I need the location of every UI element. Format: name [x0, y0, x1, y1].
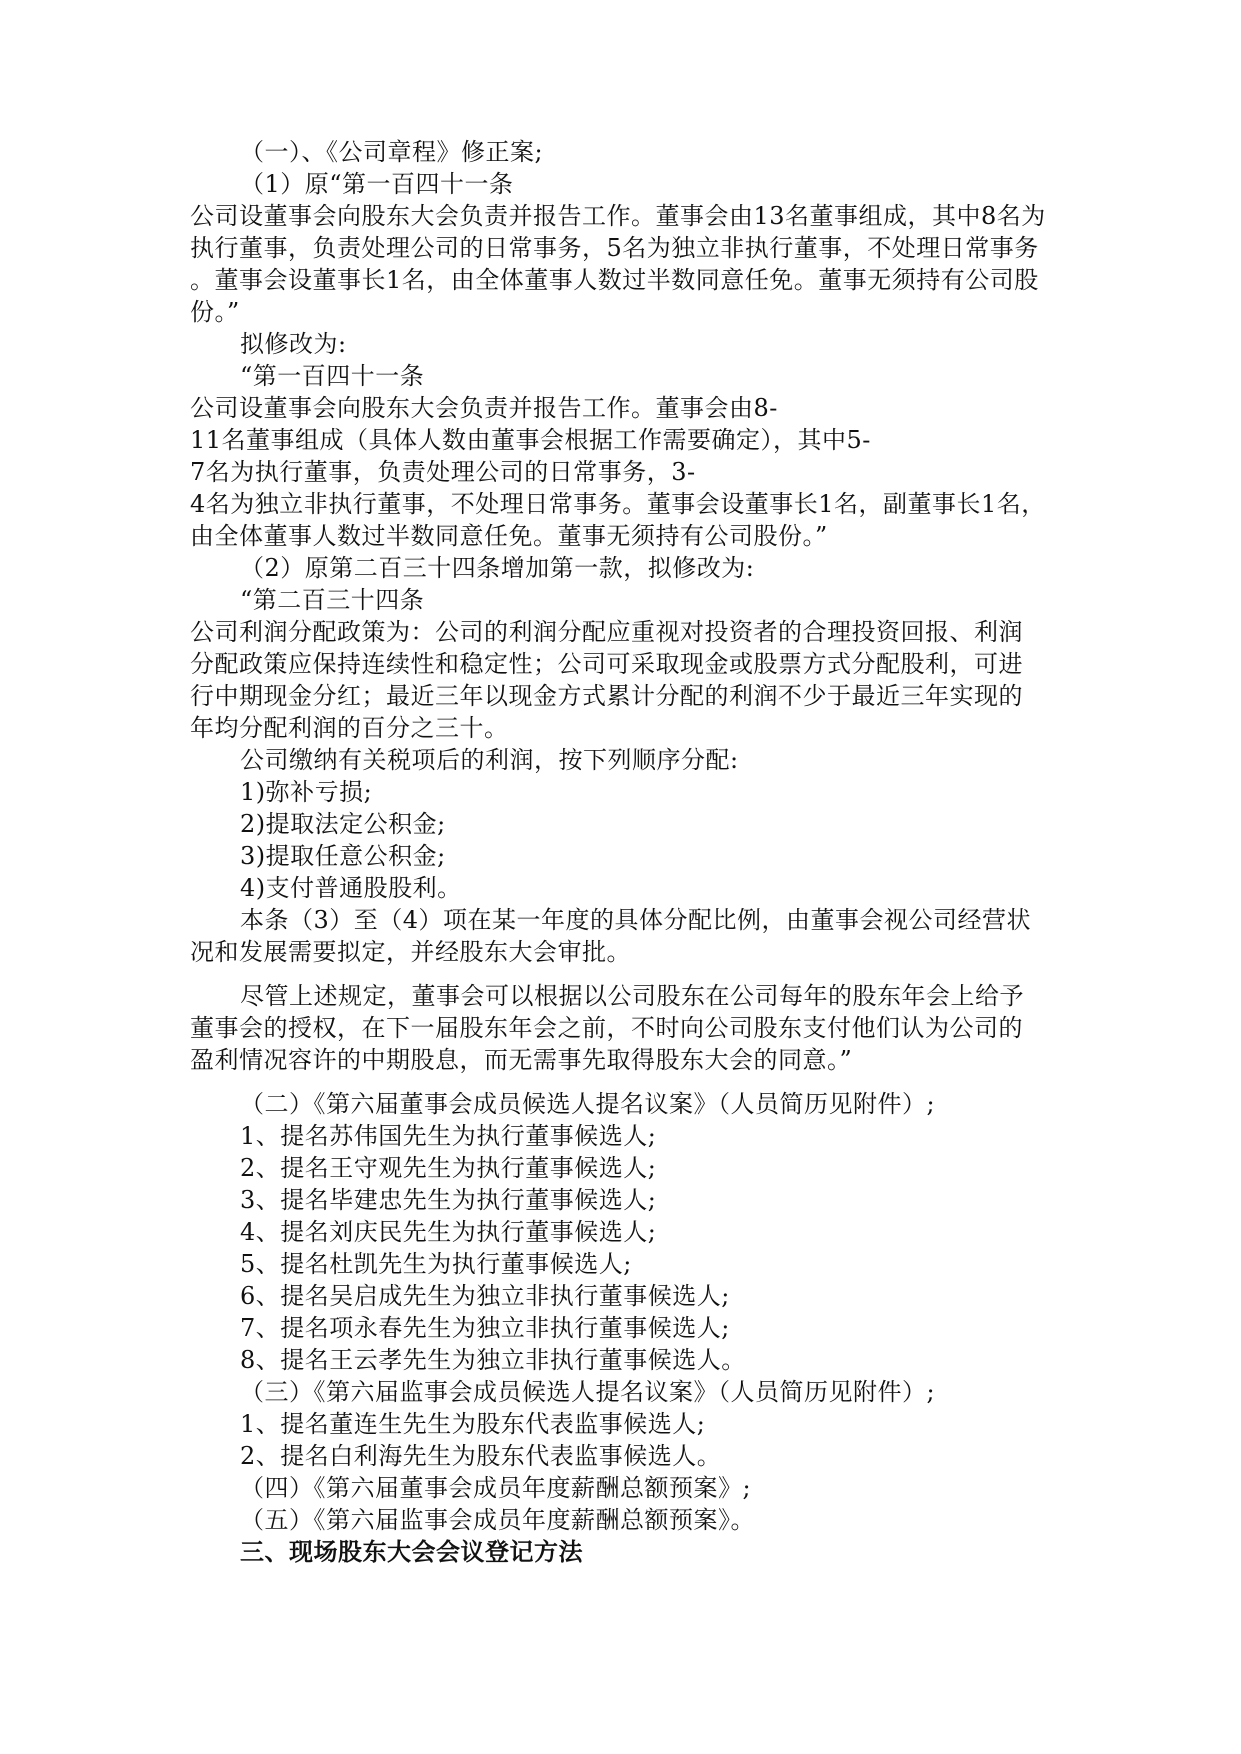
list-item: 6、提名吴启成先生为独立非执行董事候选人; [240, 1282, 730, 1310]
list-item: 2、提名王守观先生为执行董事候选人; [240, 1154, 657, 1182]
supervisor-remuneration-heading: （五）《第六届监事会成员年度薪酬总额预案》。 [240, 1506, 755, 1534]
list-item: 4、提名刘庆民先生为执行董事候选人; [240, 1218, 657, 1246]
profit-order-intro: 公司缴纳有关税项后的利润，按下列顺序分配: [240, 746, 739, 774]
article-234-amendment-label: （2）原第二百三十四条增加第一款，拟修改为: [240, 554, 755, 582]
list-item: 5、提名杜凯先生为执行董事候选人; [240, 1250, 632, 1278]
supervisor-nomination-heading: （三）《第六届监事会成员候选人提名议案》（人员简历见附件）; [240, 1378, 936, 1406]
paragraph-line: 7名为执行董事，负责处理公司的日常事务，3- [190, 458, 696, 486]
paragraph-line: 。董事会设董事长1名，由全体董事人数过半数同意任免。董事无须持有公司股 [190, 266, 1039, 294]
paragraph-line: 况和发展需要拟定，并经股东大会审批。 [190, 938, 631, 966]
list-item: 7、提名项永春先生为独立非执行董事候选人; [240, 1314, 730, 1342]
paragraph-line: 公司设董事会向股东大会负责并报告工作。董事会由13名董事组成，其中8名为 [190, 202, 1046, 230]
paragraph-line: 份。” [190, 298, 240, 326]
board-nomination-heading: （二）《第六届董事会成员候选人提名议案》（人员简历见附件）; [240, 1090, 936, 1118]
paragraph-line: 董事会的授权，在下一届股东年会之前，不时向公司股东支付他们认为公司的 [190, 1014, 1023, 1042]
section-heading: 三、现场股东大会会议登记方法 [240, 1538, 583, 1566]
list-item: 3)提取任意公积金; [240, 842, 446, 870]
paragraph-line: 年均分配利润的百分之三十。 [190, 714, 509, 742]
board-remuneration-heading: （四）《第六届董事会成员年度薪酬总额预案》; [240, 1474, 752, 1502]
list-item: 8、提名王云孝先生为独立非执行董事候选人。 [240, 1346, 746, 1374]
proposed-change-label: 拟修改为: [240, 330, 347, 358]
paragraph-line: 由全体董事人数过半数同意任免。董事无须持有公司股份。” [190, 522, 828, 550]
paragraph-line: 尽管上述规定，董事会可以根据以公司股东在公司每年的股东年会上给予 [240, 982, 1024, 1010]
paragraph-line: 4名为独立非执行董事，不处理日常事务。董事会设董事长1名，副董事长1名， [190, 490, 1046, 518]
paragraph-line: 行中期现金分红；最近三年以现金方式累计分配的利润不少于最近三年实现的 [190, 682, 1023, 710]
paragraph-line: 盈利情况容许的中期股息，而无需事先取得股东大会的同意。” [190, 1046, 853, 1074]
paragraph-line: 公司设董事会向股东大会负责并报告工作。董事会由8- [190, 394, 778, 422]
original-article-141-label: （1）原“第一百四十一条 [240, 170, 514, 198]
paragraph-line: 执行董事，负责处理公司的日常事务，5名为独立非执行董事，不处理日常事务 [190, 234, 1039, 262]
paragraph-line: 分配政策应保持连续性和稳定性；公司可采取现金或股票方式分配股利，可进 [190, 650, 1023, 678]
article-234-label: “第二百三十四条 [240, 586, 425, 614]
paragraph-line: 公司利润分配政策为：公司的利润分配应重视对投资者的合理投资回报、利润 [190, 618, 1023, 646]
list-item: 3、提名毕建忠先生为执行董事候选人; [240, 1186, 657, 1214]
list-item: 4)支付普通股股利。 [240, 874, 462, 902]
amendment-heading: （一）、《公司章程》修正案; [240, 138, 544, 166]
list-item: 1、提名苏伟国先生为执行董事候选人; [240, 1122, 657, 1150]
list-item: 1、提名董连生先生为股东代表监事候选人; [240, 1410, 706, 1438]
new-article-141-label: “第一百四十一条 [240, 362, 425, 390]
list-item: 1)弥补亏损; [240, 778, 373, 806]
paragraph-line: 本条（3）至（4）项在某一年度的具体分配比例，由董事会视公司经营状 [240, 906, 1032, 934]
list-item: 2、提名白利海先生为股东代表监事候选人。 [240, 1442, 722, 1470]
list-item: 2)提取法定公积金; [240, 810, 446, 838]
paragraph-line: 11名董事组成（具体人数由董事会根据工作需要确定），其中5- [190, 426, 871, 454]
